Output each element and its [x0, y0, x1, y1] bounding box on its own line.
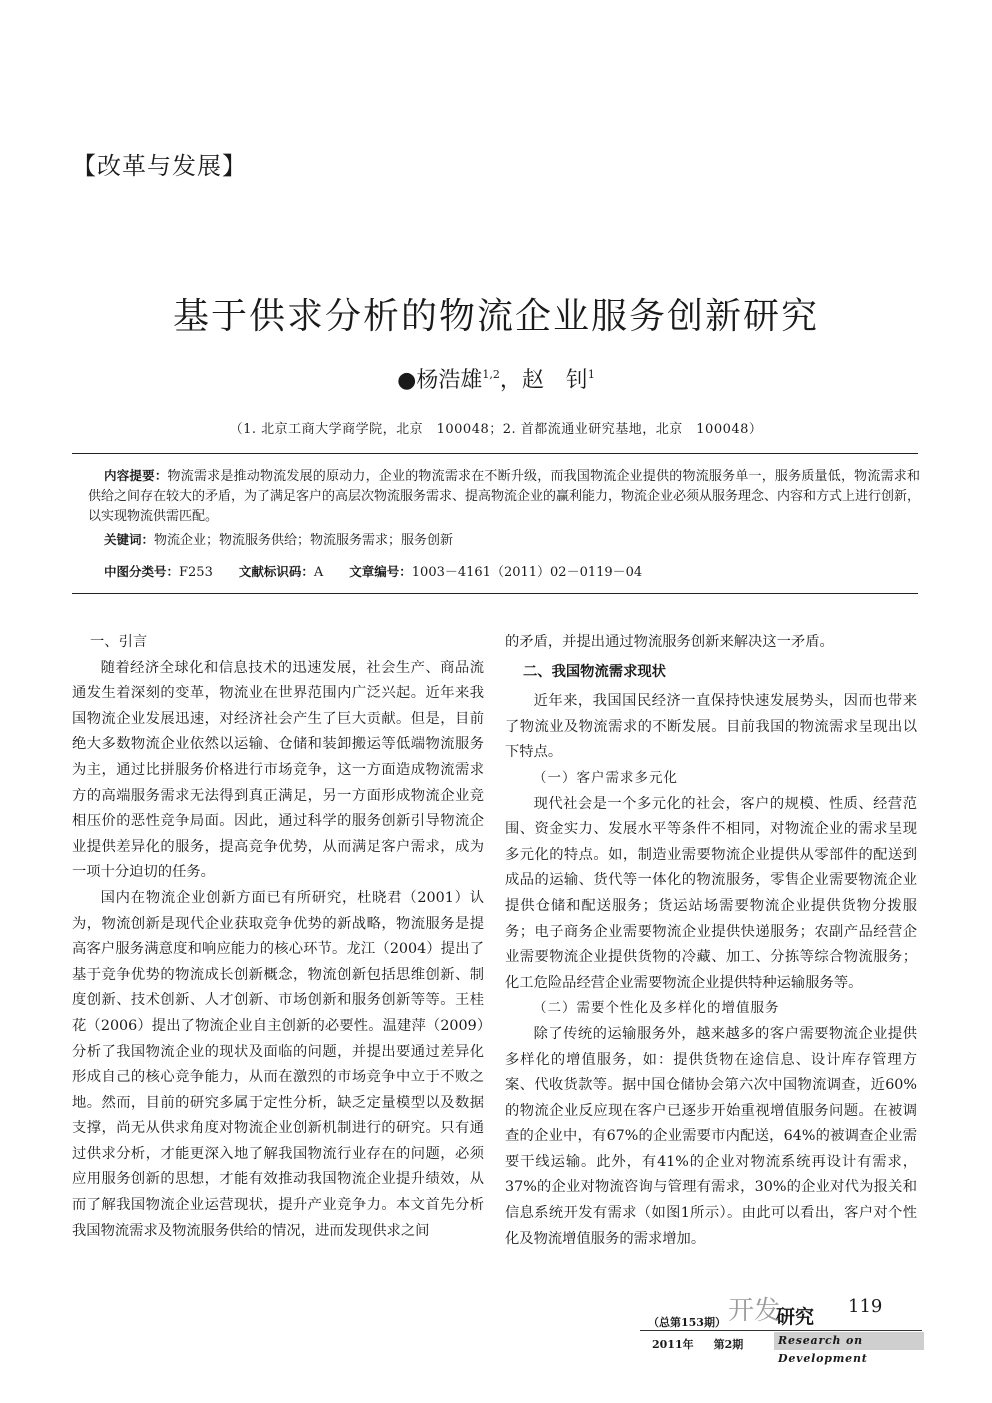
footer-rule: [640, 1330, 922, 1331]
right-column: [505, 630, 917, 1252]
issue-info: [652, 1336, 743, 1352]
authors: [0, 363, 992, 394]
top-rule: [72, 453, 918, 454]
heading-introduction: 一、引言: [90, 634, 148, 650]
left-column: [72, 630, 484, 1244]
paragraph-4: 现代社会是一个多元化的社会，客户的规模、性质、经营范围、资金实力、发展水平等条件不相同，对物流企业的需求呈现多元化的特点。如，制造业需要物流企业提供从零部件的配送到成品的运输、货代等一体化的物流服务，零售企业需要物流企业提供仓储和配送服务；货运站场需要物流企业提供货物分拨服务；电子商务企业需要物流企业提供快递服务；农副产品经营企业需要物流企业提供货物的冷藏、加工、分拣等综合物流服务；化工危险品经营企业需要物流企业提供特种运输服务等。: [505, 795, 917, 991]
heading-demand-status: 二、我国物流需求现状: [523, 663, 666, 680]
abstract-label: 内容提要：: [104, 468, 168, 483]
author-2-affil: 1: [587, 368, 595, 381]
section-tag: 【改革与发展】: [72, 152, 247, 180]
total-issue: （总第153期）: [648, 1316, 726, 1329]
author-1-affil: 1,2: [482, 368, 500, 381]
subheading-diversified-demand: （一）客户需求多元化: [533, 769, 678, 786]
abstract: [88, 466, 920, 527]
article-no-value: 1003－4161（2011）02－0119－04: [411, 565, 643, 580]
classification-line: [104, 561, 642, 580]
bottom-rule: [72, 593, 918, 594]
keywords-text: 物流企业；物流服务供给；物流服务需求；服务创新: [154, 533, 454, 548]
issue-year: 2011年: [652, 1338, 694, 1351]
keywords: [88, 530, 920, 551]
paragraph-5: 除了传统的运输服务外，越来越多的客户需要物流企业提供多样化的增值服务，如：提供货物在途信息、设计库存管理方案、代收货款等。据中国仓储协会第六次中国物流调查，近60%的物流企业反应现在客户已逐步开始重视增值服务问题。在被调查的企业中，有67%的企业需要市内配送，64%的被调查企业需要干线运输。此外，有41%的企业对物流系统再设计有需求，37%的企业对物流咨询与管理有需求，30%的企业对代为报关和信息系统开发有需求（如图1所示）。由此可以看出，客户对个性化及物流增值服务的需求增加。: [505, 1025, 917, 1247]
abstract-block: [88, 466, 920, 551]
journal-english-name: Research on Development: [774, 1332, 924, 1350]
subheading-value-added-services: （二）需要个性化及多样化的增值服务: [533, 1000, 780, 1017]
author-1-name: 杨浩雄: [416, 368, 483, 393]
page-footer: [640, 1296, 930, 1365]
abstract-text: 物流需求是推动物流发展的原动力，企业的物流需求在不断升级，而我国物流企业提供的物流服务单一，服务质量低，物流需求和供给之间存在较大的矛盾，为了满足客户的高层次物流服务需求、提高物流企业的赢利能力，物流企业必须从服务理念、内容和方式上进行创新，以实现物流供需匹配。: [88, 469, 921, 524]
paragraph-3: 近年来，我国国民经济一直保持快速发展势头，因而也带来了物流业及物流需求的不断发展。目前我国的物流需求呈现出以下特点。: [505, 693, 917, 761]
paper-title: 基于供求分析的物流企业服务创新研究: [172, 296, 819, 337]
author-bullet: ●: [397, 368, 417, 393]
author-separator: ，: [499, 368, 522, 393]
journal-logo-yanjiu: 研究: [776, 1306, 815, 1328]
doc-code-value: A: [313, 565, 324, 580]
clc-label: 中图分类号：: [104, 564, 180, 579]
keywords-label: 关键词：: [104, 532, 155, 547]
paragraph-2: 国内在物流企业创新方面已有所研究，杜晓君（2001）认为，物流创新是现代企业获取竞争优势的新战略，物流服务是提高客户服务满意度和响应能力的核心环节。龙江（2004）提出了基于竞争优势的物流成长创新概念，物流创新包括思维创新、制度创新、技术创新、人才创新、市场创新和服务创新等等。王桂花（2006）提出了物流企业自主创新的必要性。温建萍（2009）分析了我国物流企业的现状及面临的问题，并提出要通过差异化形成自己的核心竞争能力，从而在激烈的市场竞争中立于不败之地。然而，目前的研究多属于定性分析，缺乏定量模型以及数据支撑，尚无从供求角度对物流企业创新机制进行的研究。只有通过供求分析，才能更深入地了解我国物流行业存在的问题，必须应用服务创新的思想，才能有效推动我国物流企业提升绩效，从而了解我国物流企业运营现状，提升产业竞争力。本文首先分析我国物流需求及物流服务供给的情况，进而发现供求之间: [72, 889, 484, 1239]
issue-number: 第2期: [713, 1338, 744, 1351]
page-number: 119: [848, 1296, 883, 1317]
article-no-label: 文章编号：: [349, 564, 412, 579]
paragraph-2-continued: 的矛盾，并提出通过物流服务创新来解决这一矛盾。: [505, 634, 834, 650]
doc-code-label: 文献标识码：: [238, 564, 314, 579]
author-2-name: 赵 钊: [521, 368, 588, 393]
paragraph-1: 随着经济全球化和信息技术的迅速发展，社会生产、商品流通发生着深刻的变革，物流业在世界范围内广泛兴起。近年来我国物流企业发展迅速，对经济社会产生了巨大贡献。但是，目前绝大多数物流企业依然以运输、仓储和装卸搬运等低端物流服务为主，通过比拼服务价格进行市场竞争，这一方面造成物流需求方的高端服务需求无法得到真正满足，另一方面形成物流企业竞相压价的恶性竞争局面。因此，通过科学的服务创新引导物流企业提供差异化的服务，提高竞争优势，从而满足客户需求，成为一项十分迫切的任务。: [72, 659, 484, 881]
journal-logo-kaifa: 开发: [728, 1296, 781, 1325]
affiliations: （1. 北京工商大学商学院，北京 100048；2. 首都流通业研究基地，北京 100048）: [229, 422, 763, 437]
clc-value: F253: [179, 565, 213, 580]
